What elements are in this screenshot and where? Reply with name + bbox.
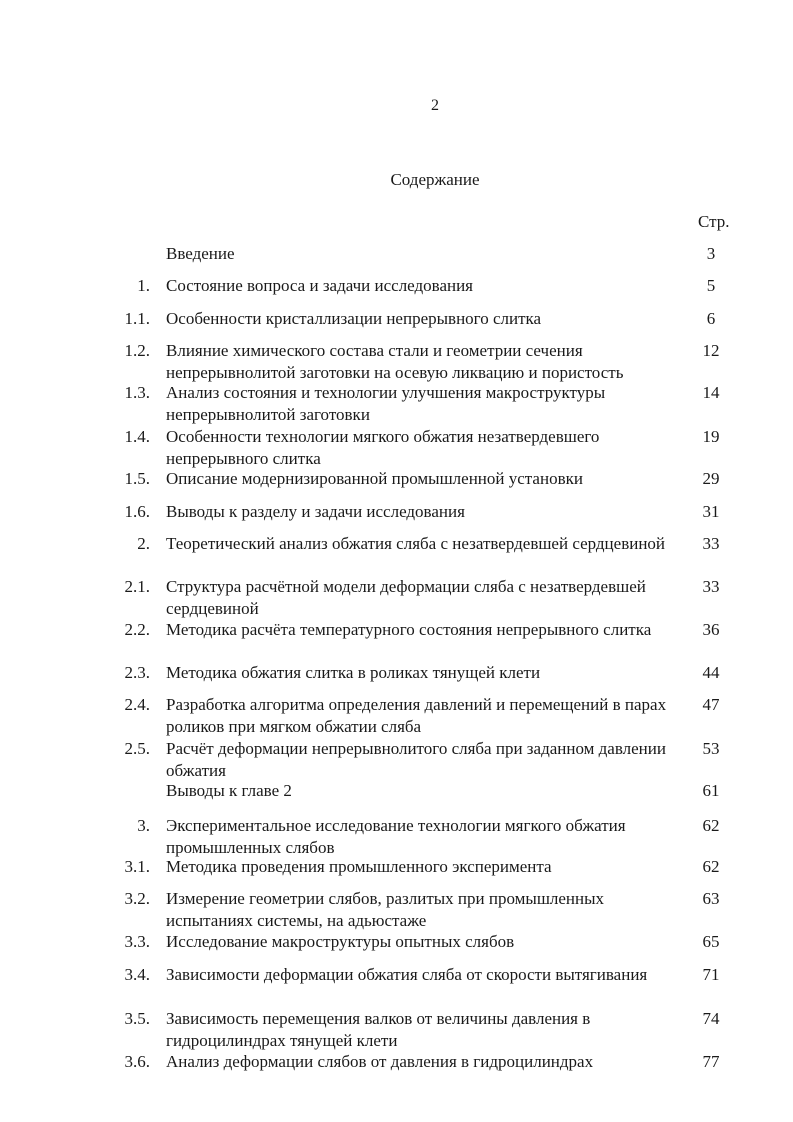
entry-number: 1.4. [124, 427, 150, 446]
entry-number: 3.2. [124, 889, 150, 908]
entry-page: 61 [702, 781, 720, 800]
entry-number: 2. [137, 534, 150, 553]
entry-title: Особенности технологии мягкого обжатия незатвердевшего непрерывного слитка [166, 427, 600, 468]
entry-page: 12 [702, 341, 720, 360]
entry-title: Разработка алгоритма определения давлений и перемещений в парах роликов при мягком обжатии сляба [166, 695, 667, 736]
entry-page: 62 [702, 816, 720, 835]
page-number: 2 [431, 97, 439, 114]
entry-page: 6 [706, 309, 716, 328]
entry-title: Зависимости деформации обжатия сляба от скорости вытягивания [166, 965, 648, 984]
entry-title: Выводы к главе 2 [166, 781, 292, 800]
entry-number: 1. [137, 276, 150, 295]
entry-page: 71 [702, 965, 720, 984]
entry-number: 1.5. [124, 469, 150, 488]
entry-title: Структура расчётной модели деформации сляба с незатвердевшей сердцевиной [166, 577, 646, 618]
entry-title: Исследование макроструктуры опытных слябов [166, 932, 515, 951]
entry-page: 44 [702, 663, 720, 682]
entry-number: 3. [137, 816, 150, 835]
entry-title: Состояние вопроса и задачи исследования [166, 276, 474, 295]
entry-title: Расчёт деформации непрерывнолитого сляба при заданном давлении обжатия [166, 739, 666, 780]
entry-title: Зависимость перемещения валков от величины давления в гидроцилиндрах тянущей клети [166, 1009, 591, 1050]
entry-page: 5 [706, 276, 716, 295]
entry-title: Методика обжатия слитка в роликах тянущей клети [166, 663, 541, 682]
entry-number: 1.2. [124, 341, 150, 360]
entry-title: Анализ деформации слябов от давления в гидроцилиндрах [166, 1052, 594, 1071]
entry-number: 2.5. [124, 739, 150, 758]
entry-title: Описание модернизированной промышленной установки [166, 469, 583, 488]
entry-title: Теоретический анализ обжатия сляба с незатвердевшей сердцевиной [166, 534, 666, 553]
entry-page: 74 [702, 1009, 720, 1028]
entry-page: 36 [702, 620, 720, 639]
entry-number: 3.1. [124, 857, 150, 876]
entry-number: 1.6. [124, 502, 150, 521]
entry-number: 1.1. [124, 309, 150, 328]
entry-number: 1.3. [124, 383, 150, 402]
entry-number: 3.4. [124, 965, 150, 984]
entry-page: 33 [702, 534, 720, 553]
entry-page: 77 [702, 1052, 720, 1071]
entry-title: Экспериментальное исследование технологии мягкого обжатия промышленных слябов [166, 816, 626, 857]
entry-title: Особенности кристаллизации непрерывного слитка [166, 309, 542, 328]
toc-title: Содержание [390, 170, 480, 189]
entry-title: Влияние химического состава стали и геометрии сечения непрерывнолитой заготовки на осевую ликвацию и пористость [166, 341, 624, 382]
entry-number: 2.2. [124, 620, 150, 639]
entry-number: 3.5. [124, 1009, 150, 1028]
entry-number: 2.3. [124, 663, 150, 682]
page-column-header: Стр. [698, 212, 730, 231]
entry-page: 29 [702, 469, 720, 488]
entry-page: 31 [702, 502, 720, 521]
entry-page: 3 [706, 244, 716, 263]
entry-page: 14 [702, 383, 720, 402]
entry-page: 33 [702, 577, 720, 596]
entry-page: 63 [702, 889, 720, 908]
entry-page: 62 [702, 857, 720, 876]
entry-page: 65 [702, 932, 720, 951]
entry-title: Методика расчёта температурного состояния непрерывного слитка [166, 620, 652, 639]
entry-title: Выводы к разделу и задачи исследования [166, 502, 465, 521]
entry-title: Анализ состояния и технологии улучшения макроструктуры непрерывнолитой заготовки [166, 383, 606, 424]
entry-page: 53 [702, 739, 720, 758]
entry-page: 19 [702, 427, 720, 446]
entry-number: 3.6. [124, 1052, 150, 1071]
entry-number: 3.3. [124, 932, 150, 951]
entry-page: 47 [702, 695, 720, 714]
entry-title: Введение [166, 244, 235, 263]
entry-number: 2.1. [124, 577, 150, 596]
entry-title: Измерение геометрии слябов, разлитых при промышленных испытаниях системы, на адьюстаже [166, 889, 605, 930]
entry-number: 2.4. [124, 695, 150, 714]
entry-title: Методика проведения промышленного эксперимента [166, 857, 552, 876]
